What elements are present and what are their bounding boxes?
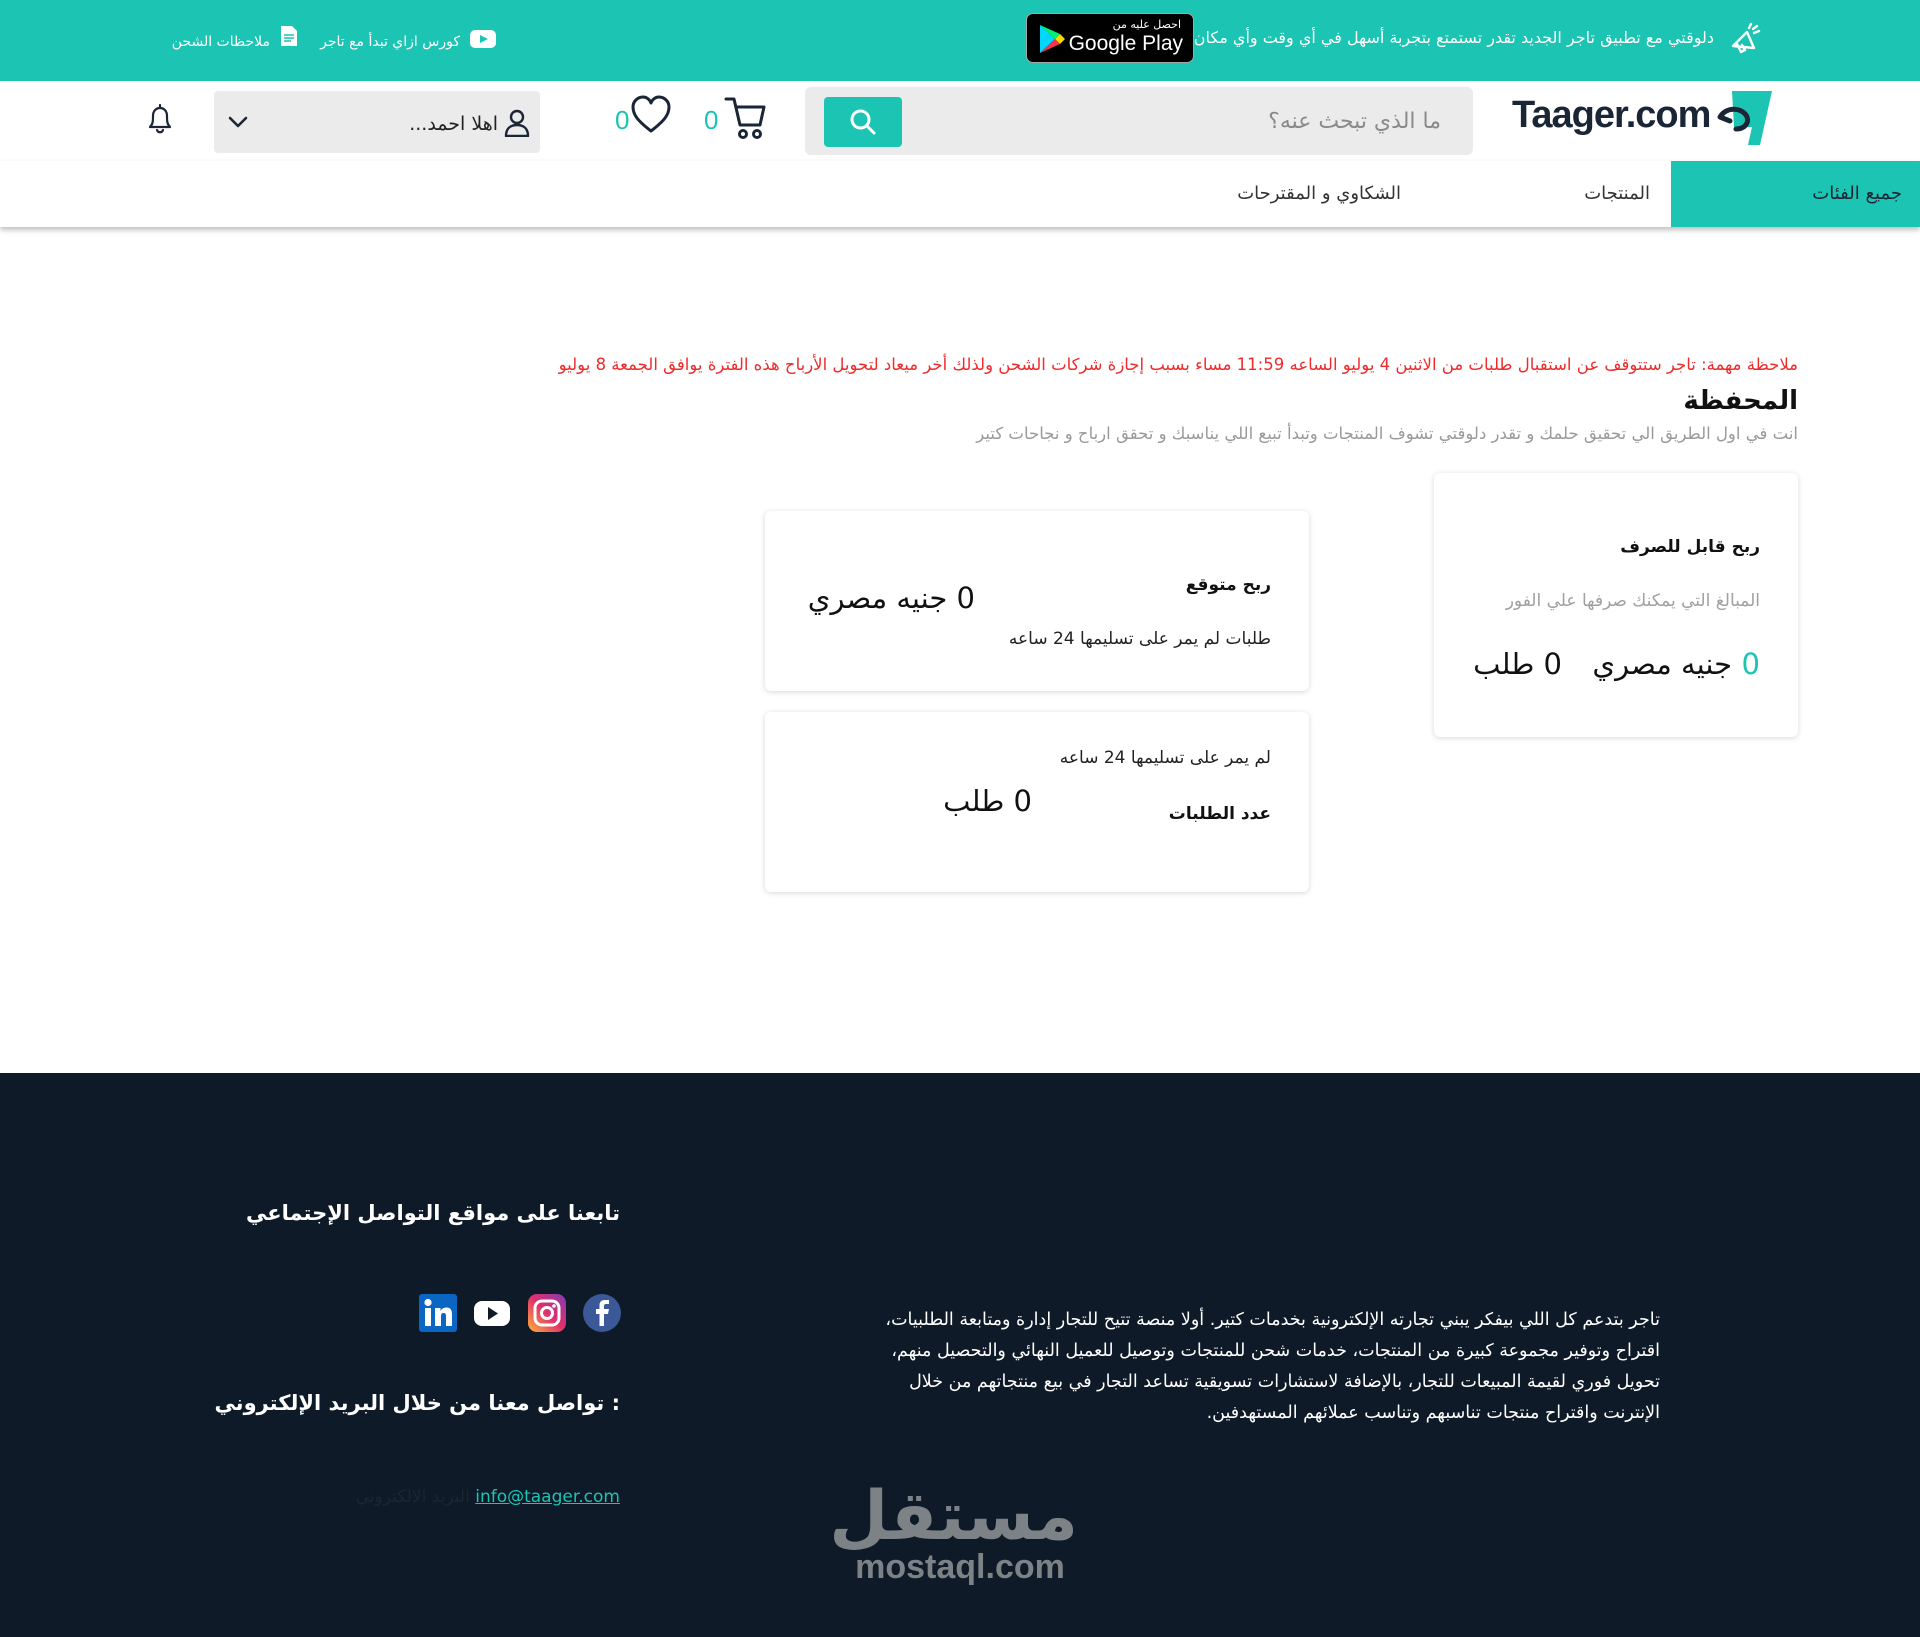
watermark-latin: mostaql.com	[855, 1548, 1065, 1586]
watermark-arabic: مستقل	[829, 1477, 1078, 1556]
heart-icon[interactable]	[630, 95, 672, 135]
card-note: طلبات لم يمر على تسليمها 24 ساعه	[1008, 629, 1271, 649]
youtube-icon[interactable]	[472, 1293, 512, 1333]
orders-count-card	[765, 712, 1309, 892]
currency-label: جنيه مصري	[1592, 647, 1732, 681]
category-nav	[0, 161, 1920, 227]
wishlist-count: 0	[615, 105, 630, 135]
card-title: ربح قابل للصرف	[1620, 537, 1760, 557]
card-note: لم يمر على تسليمها 24 ساعه	[1059, 748, 1271, 768]
email-row	[356, 1487, 620, 1507]
expected-amount: 0 جنيه مصري	[807, 581, 975, 615]
social-links	[418, 1293, 622, 1333]
youtube-icon[interactable]	[470, 30, 496, 48]
user-icon	[504, 109, 530, 137]
google-play-icon	[1037, 24, 1067, 54]
shipping-notes-link[interactable]: ملاحظات الشحن	[171, 34, 270, 50]
mostaql-watermark	[829, 1477, 1078, 1587]
search-bar	[805, 87, 1473, 155]
withdrawable-profit-card	[1434, 473, 1798, 737]
linkedin-icon[interactable]	[418, 1293, 458, 1333]
card-title: ربح متوقع	[1185, 575, 1271, 595]
email-label: البريد الالكتروني	[355, 1487, 470, 1507]
facebook-icon[interactable]	[582, 1293, 622, 1333]
site-footer	[0, 1073, 1920, 1637]
course-link[interactable]: كورس ازاي تبدأ مع تاجر	[320, 34, 460, 50]
main-header	[0, 81, 1920, 161]
bell-icon[interactable]	[145, 103, 175, 135]
megaphone-icon	[1723, 20, 1763, 60]
app-promo-text: دلوقتي مع تطبيق تاجر الجديد تقدر تستمتع بتجربة أسهل في أي وقت وأي مكان	[1193, 28, 1714, 47]
important-notice: ملاحظة مهمة: تاجر ستتوقف عن استقبال طلبات من الاثنين 4 يوليو الساعه 11:59 مساء بسبب إجازة شركات الشحن ولذلك أخر ميعاد لتحويل الأرباح هذه الفترة يوافق الجمعة 8 يوليو	[558, 355, 1798, 374]
top-announcement-bar	[0, 0, 1920, 81]
orders-count: 0 طلب	[943, 784, 1032, 818]
logo-text[interactable]: Taager.com	[1512, 94, 1711, 136]
chevron-down-icon	[226, 113, 250, 131]
google-play-small-text: احصل عليه من	[1112, 18, 1181, 31]
cart-count: 0	[704, 105, 719, 135]
page-subtitle: انت في اول الطريق الي تحقيق حلمك و تقدر دلوقتي تشوف المنتجات وتبدأ تبيع اللي يناسبك و تحقق ارباح و نجاحات كتير	[976, 424, 1798, 443]
card-description: المبالغ التي يمكنك صرفها علي الفور	[1505, 591, 1760, 611]
page-title: المحفظة	[1683, 386, 1798, 416]
withdrawable-orders: 0 طلب	[1473, 647, 1562, 681]
document-icon[interactable]	[280, 25, 298, 47]
search-button[interactable]	[824, 97, 902, 147]
logo-mark-icon[interactable]	[1712, 87, 1776, 147]
search-icon	[849, 108, 877, 136]
contact-email-link[interactable]: info@taager.com	[475, 1487, 620, 1507]
expected-profit-card	[765, 511, 1309, 691]
user-menu-dropdown[interactable]	[214, 91, 540, 153]
nav-item-label: جميع الفئات	[1812, 183, 1902, 204]
instagram-icon[interactable]	[527, 1293, 567, 1333]
follow-us-heading: تابعنا على مواقع التواصل الإجتماعي	[246, 1201, 620, 1225]
google-play-label: Google Play	[1068, 32, 1183, 55]
user-greeting: اهلا احمد...	[409, 113, 498, 135]
nav-item-all-categories[interactable]	[1671, 161, 1920, 227]
nav-item-products[interactable]: المنتجات	[1584, 183, 1650, 204]
nav-item-complaints[interactable]: الشكاوي و المقترحات	[1237, 183, 1401, 204]
google-play-badge[interactable]	[1026, 13, 1194, 63]
withdrawable-amount: 0	[1741, 647, 1760, 681]
card-title: عدد الطلبات	[1168, 804, 1271, 824]
about-paragraph: تاجر بتدعم كل اللي بيفكر يبني تجارته الإلكترونية بخدمات كتير. أولا منصة تتيح للتجار إدارة ومتابعة الطلبيات، اقتراح وتوفير مجموعة كبيرة من المنتجات، خدمات شحن للمنتجات وتوصيل للعميل النهائي والتحصيل منهم، تحويل فوري لقيمة المبيعات للتجار، بالإضافة لاستشارات تسويقية تساعد التجار في بيع منتجاتهم من خلال الإنترنت واقتراح منتجات تناسبهم وتناسب عملائهم المستهدفين.	[885, 1310, 1660, 1423]
search-input[interactable]	[913, 87, 1473, 155]
contact-email-heading: : تواصل معنا من خلال البريد الإلكتروني	[214, 1391, 620, 1415]
